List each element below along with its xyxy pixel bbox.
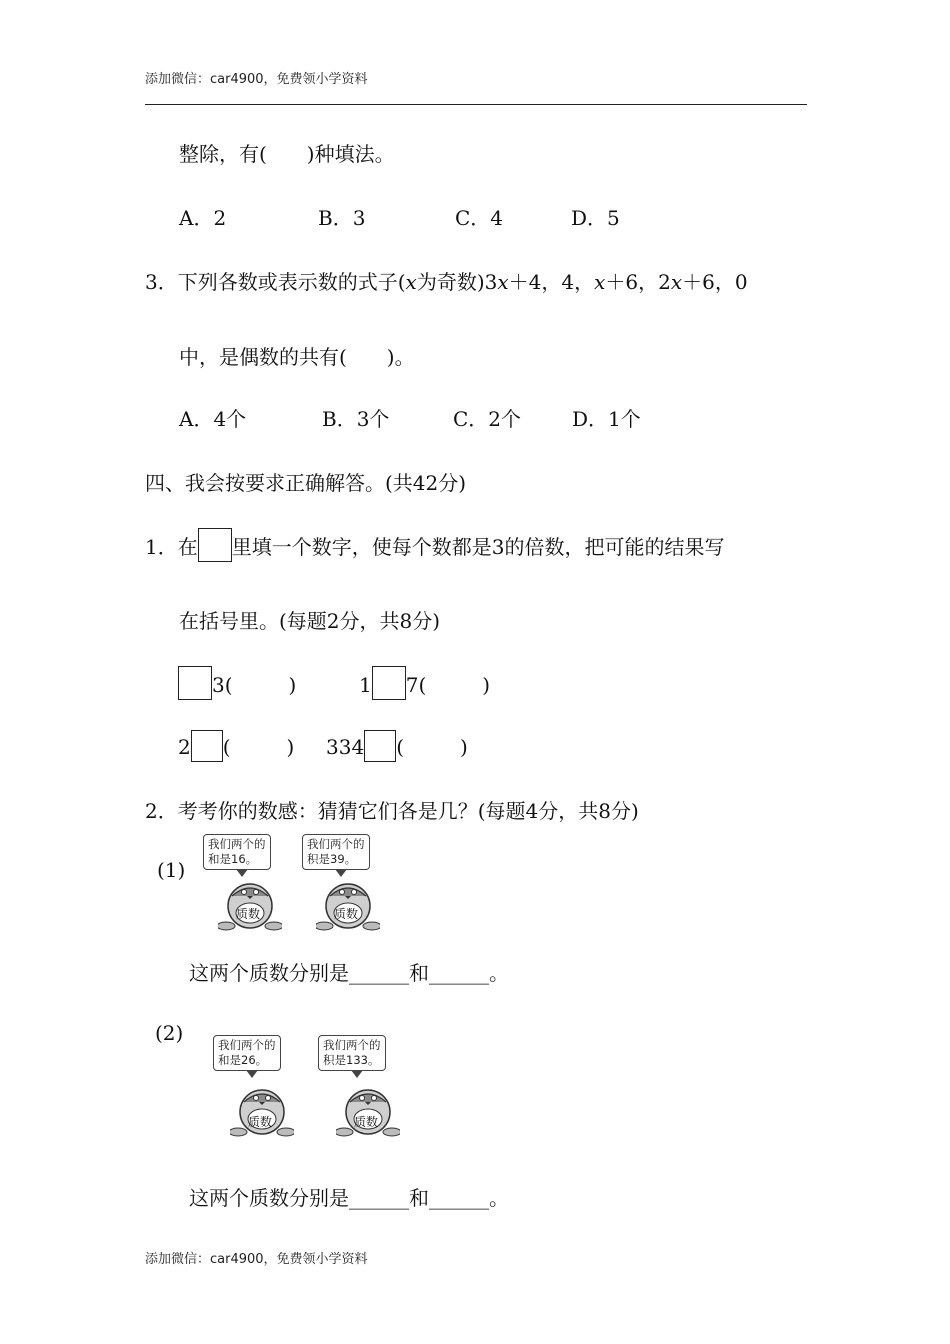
- header-divider: [145, 104, 807, 105]
- speech-bubble: [213, 1035, 281, 1071]
- penguin-icon: [336, 1084, 400, 1140]
- penguin-label: 质数: [248, 1115, 273, 1129]
- s4q1-item-4: [326, 730, 468, 762]
- q2-option-a: A．2: [179, 206, 227, 230]
- q3-var: x: [405, 270, 417, 294]
- penguin-label: 质数: [354, 1115, 379, 1129]
- part2-label: (2): [155, 1021, 184, 1045]
- item-close: ): [288, 673, 297, 697]
- q3-option-b: B．3个: [322, 407, 390, 431]
- bubble-line: 和是16。: [208, 852, 258, 866]
- part1-label: (1): [157, 858, 186, 882]
- item-prefix: 1: [359, 673, 372, 697]
- item-close: ): [482, 673, 491, 697]
- s4q2-title: 2．考考你的数感：猜猜它们各是几？(每题4分，共8分): [145, 799, 639, 823]
- q3-var: x: [497, 270, 509, 294]
- q3-number: 3．: [145, 270, 178, 294]
- q3-text-a: 下列各数或表示数的式子(: [177, 270, 406, 294]
- digit-box[interactable]: [191, 730, 223, 762]
- bubble-line: 我们两个的: [307, 837, 365, 851]
- q3-option-d: D．1个: [572, 407, 641, 431]
- digit-box-example: [198, 528, 232, 562]
- item-text: 7(: [405, 673, 427, 697]
- bubble-line: 积是133。: [323, 1053, 380, 1067]
- speech-bubble: [203, 834, 271, 870]
- speech-bubble: [302, 834, 370, 870]
- part1-answer: 这两个质数分别是______和______。: [189, 961, 509, 985]
- digit-box[interactable]: [372, 666, 406, 700]
- q3-var: x: [670, 270, 683, 294]
- q3-var: x: [594, 270, 606, 294]
- q3-text-c: ＋4，4，: [508, 270, 595, 294]
- q3-text-b: 为奇数)3: [416, 270, 498, 294]
- penguin-label: 质数: [236, 907, 261, 921]
- speech-bubble: [318, 1035, 386, 1071]
- item-text: (: [222, 735, 231, 759]
- q2-continuation: 整除，有( )种填法。: [179, 142, 395, 166]
- q2-option-c: C．4: [455, 206, 504, 230]
- s4q1-item-3: [178, 730, 294, 762]
- s4q1-line2: 在括号里。(每题2分，共8分): [179, 609, 441, 633]
- bubble-line: 积是39。: [307, 852, 357, 866]
- item-text: 3(: [212, 673, 233, 697]
- item-prefix: 334: [326, 735, 365, 759]
- q3-text-d: ＋6，2: [605, 270, 671, 294]
- item-prefix: 2: [178, 735, 191, 759]
- item-text: (: [396, 735, 404, 759]
- digit-box[interactable]: [364, 730, 396, 762]
- s4q1-pre: 在: [177, 535, 198, 559]
- q3-option-a: A．4个: [179, 407, 247, 431]
- page-header: 添加微信：car4900，免费领小学资料: [145, 72, 368, 87]
- page-footer: 添加微信：car4900，免费领小学资料: [145, 1252, 368, 1267]
- q3-line1: [145, 266, 748, 295]
- part2-answer: 这两个质数分别是______和______。: [189, 1186, 509, 1210]
- s4q1-item-1: [178, 666, 296, 700]
- digit-box[interactable]: [178, 666, 212, 700]
- q3-option-c: C．2个: [453, 407, 522, 431]
- q2-option-b: B．3: [318, 206, 366, 230]
- bubble-line: 我们两个的: [323, 1038, 381, 1052]
- penguin-label: 质数: [334, 907, 359, 921]
- bubble-line: 和是26。: [218, 1053, 268, 1067]
- s4q1-number: 1．: [145, 535, 178, 559]
- s4q1-item-2: [359, 666, 490, 700]
- q3-text-e: ＋6，0: [682, 270, 748, 294]
- q2-option-d: D．5: [571, 206, 620, 230]
- bubble-line: 我们两个的: [208, 837, 266, 851]
- penguin-icon: [230, 1084, 294, 1140]
- q3-line2: 中，是偶数的共有( )。: [179, 345, 415, 369]
- item-close: ): [460, 735, 468, 759]
- item-close: ): [286, 735, 295, 759]
- s4q1-post: 里填一个数字，使每个数都是3的倍数，把可能的结果写: [231, 535, 725, 559]
- section-title: 四、我会按要求正确解答。(共42分): [145, 471, 467, 495]
- s4q1-line1: [145, 528, 724, 562]
- bubble-line: 我们两个的: [218, 1038, 276, 1052]
